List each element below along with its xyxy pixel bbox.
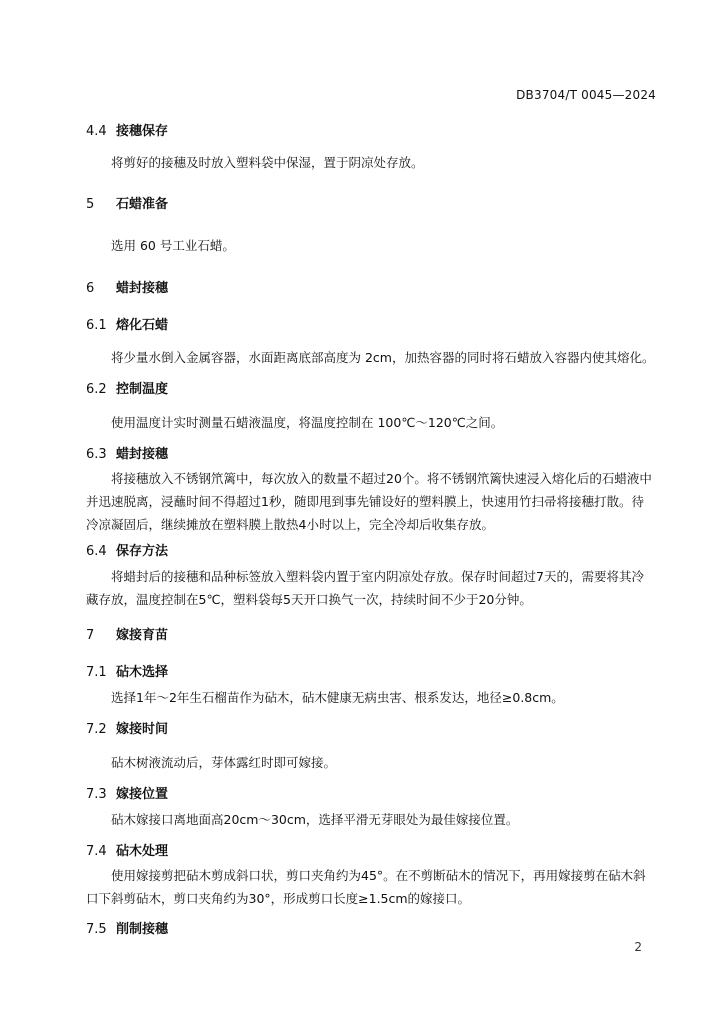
- section-number: 6.2: [86, 382, 107, 397]
- section-number: 5: [86, 197, 95, 212]
- paragraph-7-4: [86, 864, 656, 910]
- paragraph-line: 冷凉凝固后，继续摊放在塑料膜上散热4小时以上，完全冷却后收集存放。: [86, 517, 494, 532]
- section-heading-6-1: [86, 314, 168, 333]
- section-heading-7: [86, 624, 168, 643]
- paragraph-line: 砧木树液流动后，芽体露红时即可嫁接。: [111, 755, 337, 770]
- section-number: 6.3: [86, 447, 107, 462]
- paragraph-line: 将剪好的接穗及时放入塑料袋中保湿，置于阴凉处存放。: [111, 155, 424, 170]
- section-number: 6.1: [86, 318, 107, 333]
- paragraph-7-3: [86, 808, 656, 831]
- section-heading-7-1: [86, 661, 168, 680]
- section-title: 蜡封接穗: [116, 447, 169, 462]
- paragraph-line: 将蜡封后的接穗和品种标签放入塑料袋内置于室内阴凉处存放。保存时间超过7天的，需要将其冷: [111, 569, 644, 584]
- paragraph-line: 口下斜剪砧木，剪口夹角约为30°，形成剪口长度≥1.5cm的嫁接口。: [86, 891, 471, 906]
- section-title: 蜡封接穗: [116, 281, 169, 296]
- paragraph-line: 将接穗放入不锈钢笊篱中，每次放入的数量不超过20个。将不锈钢笊篱快速浸入熔化后的石蜡液中: [111, 471, 652, 486]
- section-number: 7.1: [86, 665, 107, 680]
- paragraph-6-2: [86, 411, 656, 434]
- section-title: 熔化石蜡: [116, 318, 169, 333]
- section-heading-6-2: [86, 378, 168, 397]
- paragraph-line: 使用温度计实时测量石蜡液温度，将温度控制在 100℃～120℃之间。: [111, 415, 504, 430]
- section-title: 砧木选择: [116, 665, 169, 680]
- section-title: 石蜡准备: [116, 197, 169, 212]
- section-title: 砧木处理: [116, 844, 169, 859]
- section-heading-7-2: [86, 718, 168, 737]
- section-number: 7.3: [86, 787, 107, 802]
- section-title: 削制接穗: [116, 922, 169, 937]
- section-heading-6: [86, 277, 168, 296]
- section-number: 4.4: [86, 124, 107, 139]
- section-heading-7-4: [86, 840, 168, 859]
- section-title: 嫁接时间: [116, 722, 169, 737]
- paragraph-line: 并迅速脱离，浸蘸时间不得超过1秒，随即甩到事先铺设好的塑料膜上，快速用竹扫帚将接穗打散。待: [86, 494, 644, 509]
- paragraph-line: 选用 60 号工业石蜡。: [111, 238, 235, 253]
- document-code: DB3704/T 0045—2024: [516, 88, 656, 102]
- paragraph-7-1: [86, 686, 656, 709]
- paragraph-5: [86, 234, 656, 257]
- section-title: 保存方法: [116, 544, 169, 559]
- section-number: 6: [86, 281, 95, 296]
- page-number: 2: [634, 940, 642, 954]
- section-title: 接穗保存: [116, 124, 169, 139]
- paragraph-line: 选择1年～2年生石榴苗作为砧木，砧木健康无病虫害、根系发达，地径≥0.8cm。: [111, 690, 564, 705]
- section-heading-4-4: [86, 120, 168, 139]
- paragraph-6-1: [86, 346, 656, 369]
- paragraph-6-4: [86, 565, 656, 611]
- section-number: 7.4: [86, 844, 107, 859]
- paragraph-line: 使用嫁接剪把砧木剪成斜口状，剪口夹角约为45°。在不剪断砧木的情况下，再用嫁接剪在砧木斜: [111, 868, 646, 883]
- paragraph-6-3: [86, 467, 656, 536]
- paragraph-7-2: [86, 751, 656, 774]
- section-number: 7: [86, 628, 95, 643]
- section-title: 控制温度: [116, 382, 169, 397]
- section-title: 嫁接位置: [116, 787, 169, 802]
- section-heading-5: [86, 193, 168, 212]
- section-number: 7.5: [86, 922, 107, 937]
- section-heading-7-5: [86, 918, 168, 937]
- section-heading-6-3: [86, 443, 168, 462]
- section-heading-6-4: [86, 540, 168, 559]
- section-heading-7-3: [86, 783, 168, 802]
- section-title: 嫁接育苗: [116, 628, 169, 643]
- section-number: 6.4: [86, 544, 107, 559]
- paragraph-line: 砧木嫁接口离地面高20cm～30cm，选择平滑无芽眼处为最佳嫁接位置。: [111, 812, 519, 827]
- section-number: 7.2: [86, 722, 107, 737]
- paragraph-4-4: [86, 151, 656, 174]
- paragraph-line: 将少量水倒入金属容器，水面距离底部高度为 2cm，加热容器的同时将石蜡放入容器内使其熔化。: [111, 350, 655, 365]
- paragraph-line: 藏存放，温度控制在5℃，塑料袋每5天开口换气一次，持续时间不少于20分钟。: [86, 592, 532, 607]
